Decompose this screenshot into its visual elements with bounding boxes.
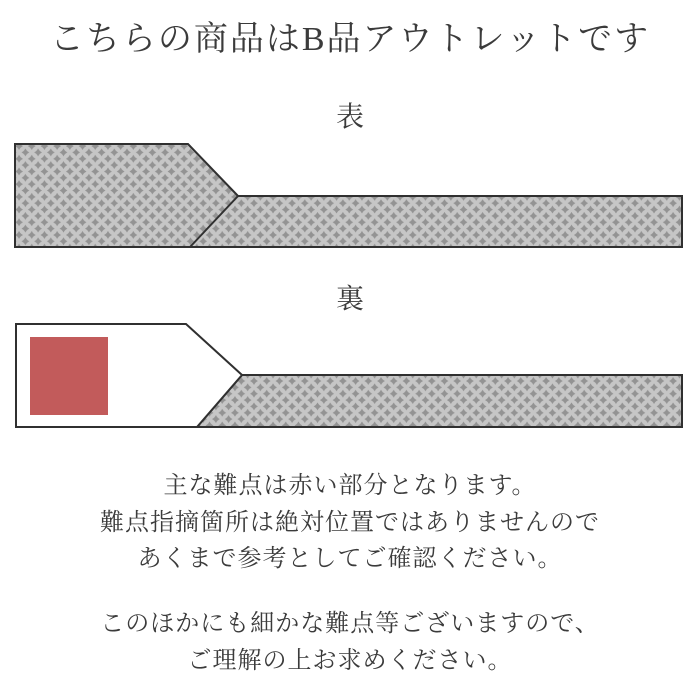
note-additional-line2: ご理解の上お求めください。 <box>187 647 513 674</box>
note-disclaimer-line3: あくまで参考としてご確認ください。 <box>137 546 563 572</box>
back-band-shape <box>197 375 682 427</box>
note-disclaimer <box>0 468 700 578</box>
note-additional <box>0 606 700 679</box>
note-additional-line1: このほかにも細かな難点等ございますので、 <box>100 611 600 637</box>
note-disclaimer-line2: 難点指摘箇所は絶対位置ではありませんので <box>100 509 600 536</box>
defect-area-marker <box>30 337 108 415</box>
page-title: こちらの商品はB品アウトレットです <box>49 21 651 58</box>
front-tie <box>15 144 682 247</box>
front-tie-shape <box>15 144 682 247</box>
front-side-label: 表 <box>335 102 364 133</box>
back-side-label: 裏 <box>335 284 364 315</box>
back-tie <box>16 324 682 427</box>
note-disclaimer-line1: 主な難点は赤い部分となります。 <box>163 473 537 499</box>
